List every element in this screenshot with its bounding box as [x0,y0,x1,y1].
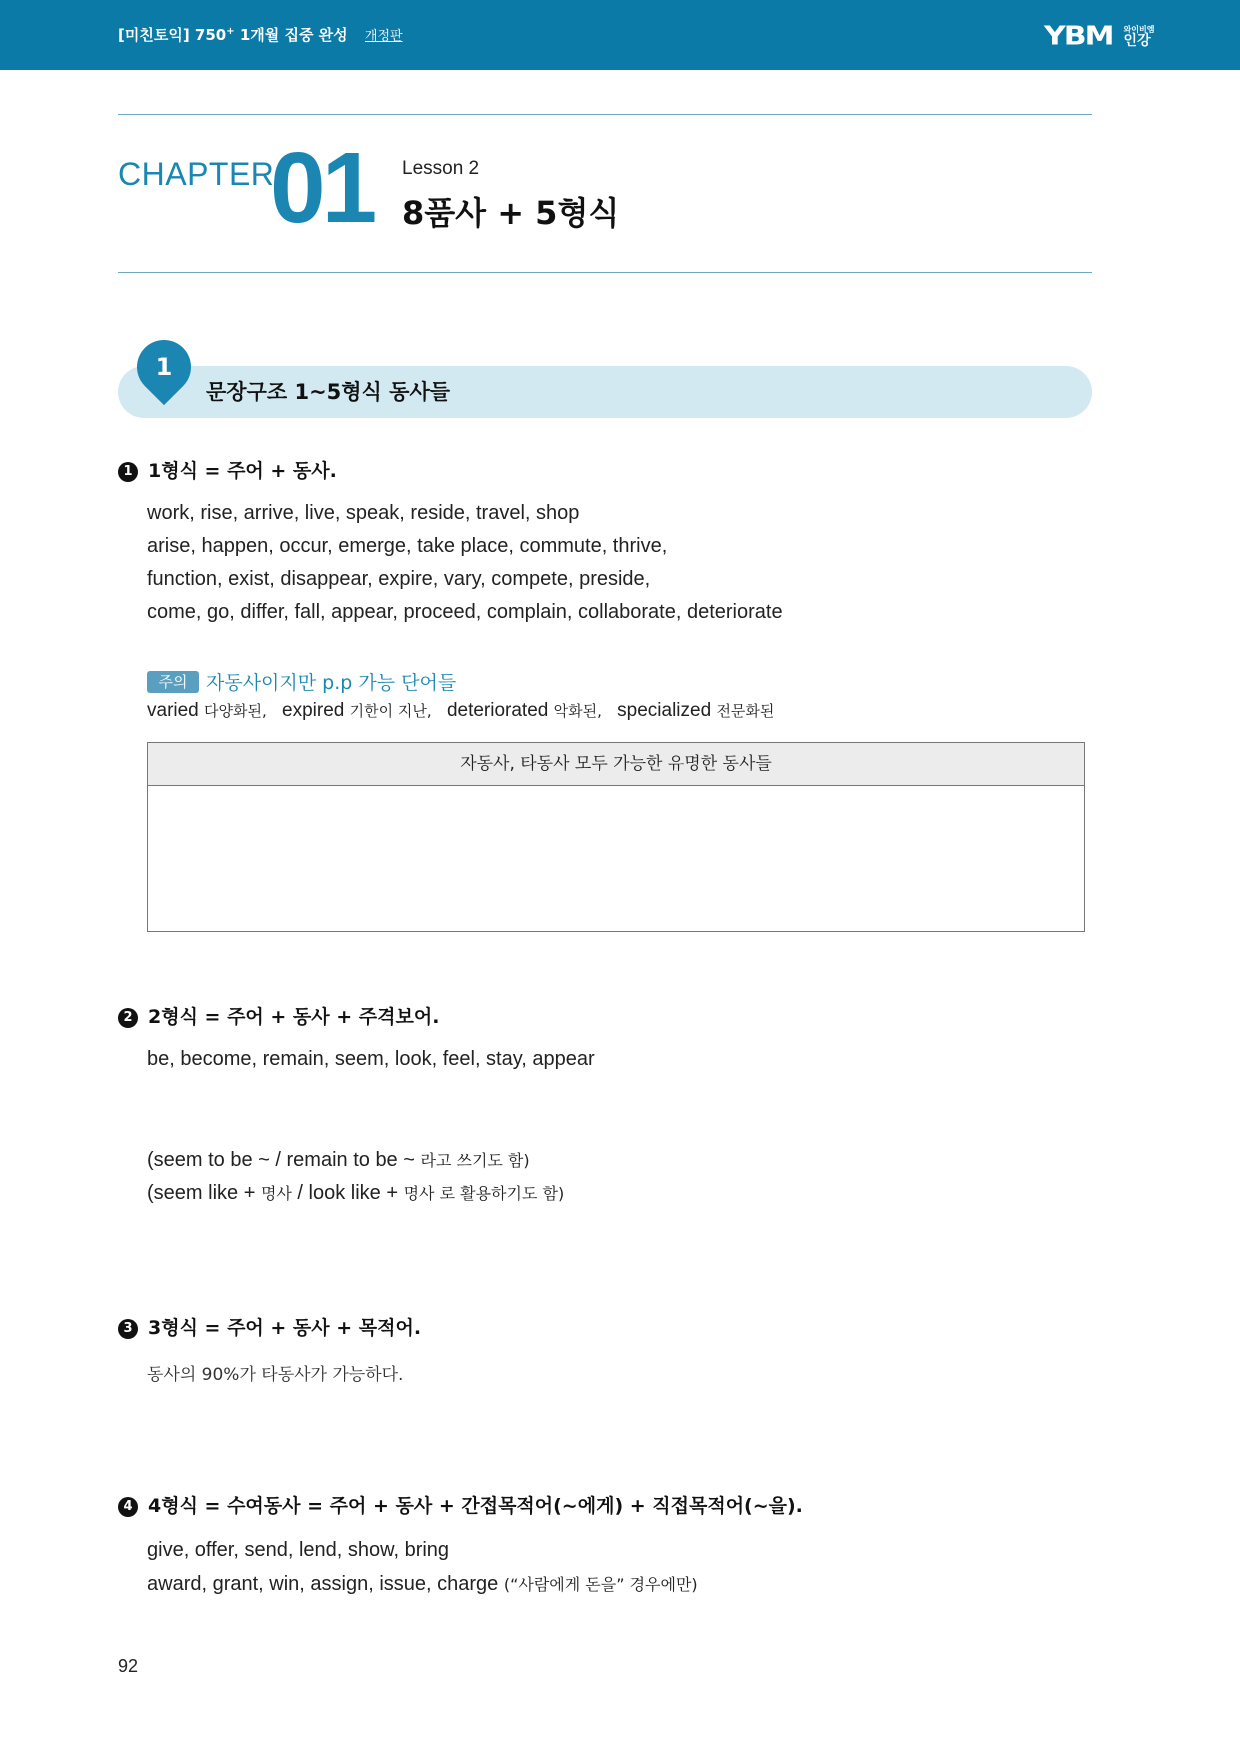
section-title: 문장구조 1~5형식 동사들 [206,380,451,404]
form3-heading: 3 3형식 = 주어 + 동사 + 목적어. [118,1313,421,1340]
section-number: 1 [155,353,173,381]
form2-note-2: (seem like + 명사 / look like + 명사 로 활용하기도 함) [147,1182,565,1204]
form4-verbs-line-2: award, grant, win, assign, issue, charge (“사람에게 돈을” 경우에만) [147,1573,698,1595]
form4-number-icon: 4 [118,1497,138,1517]
form2-note-1: (seem to be ~ / remain to be ~ 라고 쓰기도 함) [147,1149,530,1171]
caution-text: 자동사이지만 p.p 가능 단어들 [206,672,457,694]
ybm-logo: YBM 와이비엠 인강 [1044,21,1155,52]
form2-number-icon: 2 [118,1008,138,1028]
form4-verbs-line-1: give, offer, send, lend, show, bring [147,1539,450,1561]
edition-label: 개정판 [364,29,403,44]
form1-number-icon: 1 [118,462,138,482]
form2-verbs-line: be, become, remain, seem, look, feel, stay, appear [147,1048,595,1070]
form1-verbs-line-4: come, go, differ, fall, appear, proceed, complain, collaborate, deteriorate [147,601,783,623]
form3-description: 동사의 90%가 타동사가 가능하다. [147,1365,404,1385]
book-title: [미친토익] 750+ 1개월 집중 완성 개정판 [118,26,403,44]
chapter-label: CHAPTER [118,156,275,192]
divider-top [118,114,1092,115]
verbs-table-header: 자동사, 타동사 모두 가능한 유명한 동사들 [148,743,1084,786]
lesson-title: 8품사 + 5형식 [402,194,620,232]
chapter-number: 01 [270,132,374,244]
page-number: 92 [118,1656,139,1676]
form1-verbs-line-2: arise, happen, occur, emerge, take place, commute, thrive, [147,535,668,557]
form4-heading: 4 4형식 = 수여동사 = 주어 + 동사 + 간접목적어(~에게) + 직접목적어(~을). [118,1491,803,1518]
pp-gloss-line: varied 다양화된, expired 기한이 지난, deteriorated 악화된, specialized 전문화된 [147,700,775,721]
top-header-bar [0,0,1240,70]
caution-badge: 주의 [147,671,199,693]
divider-bottom [118,272,1092,273]
lesson-label: Lesson 2 [402,158,480,179]
form1-verbs-line-1: work, rise, arrive, live, speak, reside, travel, shop [147,502,580,524]
verbs-table [147,742,1085,932]
form2-heading: 2 2형식 = 주어 + 동사 + 주격보어. [118,1002,439,1029]
form3-number-icon: 3 [118,1319,138,1339]
form1-verbs-line-3: function, exist, disappear, expire, vary, compete, preside, [147,568,651,590]
form1-heading: 1 1형식 = 주어 + 동사. [118,456,337,483]
